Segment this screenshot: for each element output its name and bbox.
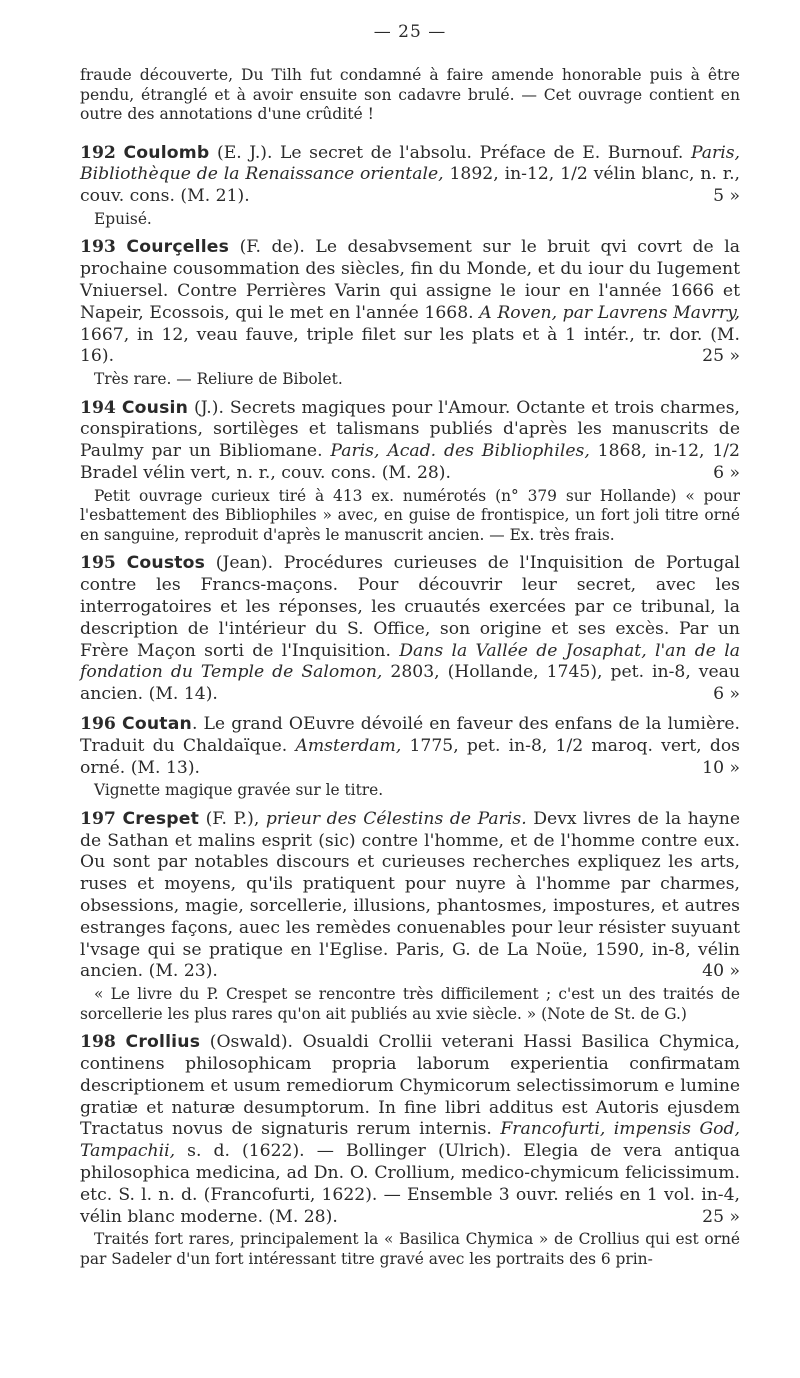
catalogue-entry <box>80 809 740 1024</box>
entry-price: 25 » <box>702 1206 740 1227</box>
entry-number: 195 <box>80 553 116 574</box>
entry-price: 6 » <box>713 684 740 705</box>
entry-text <box>80 398 740 485</box>
entry-number: 193 <box>80 237 116 258</box>
entry-number: 197 <box>80 808 116 829</box>
entry-description: (F. de). Le desabvsement sur le bruit qvi covrt de la prochaine cousommation des siècles, fin du Monde, et du iour du Iugement Vniuersel. Contre Perrières Varin qui assigne le iour en l'année 1666 et Napeir, Ecossois, qui le met en l'année 1668. <box>80 237 740 323</box>
entry-note: Petit ouvrage curieux tiré à 413 ex. numérotés (n° 379 sur Hollande) « pour l'esbattement des Bibliophiles » avec, en guise de frontispice, un fort joli titre orné en sanguine, reproduit d'après le manuscrit ancien. — Ex. très frais. <box>80 486 740 544</box>
entry-details: s. d. (1622). — Bollinger (Ulrich). Elegia de vera antiqua philosophica medicina, ad Dn. O. Crollium, medico-chymicum felicissimum. etc. S. l. n. d. (Francofurti, 1622). — Ensemble 3 ouvr. reliés en 1 vol. in-4, vélin blanc moderne. (M. 28). <box>80 1141 740 1227</box>
catalogue-entry <box>80 237 740 389</box>
entry-description: (J.). Secrets magiques pour l'Amour. Octante et trois charmes, conspirations, sortilèges et talismans publiés d'après les manuscrits de Paulmy par un Bibliomane. <box>80 397 740 462</box>
entry-author: Coustos <box>126 553 206 574</box>
entry-text <box>80 714 740 779</box>
entry-text <box>80 1032 740 1228</box>
entry-imprint: Paris, Acad. des Bibliophiles, <box>330 441 590 462</box>
entry-description: (F. P.), <box>199 808 266 829</box>
catalogue-entry <box>80 143 740 230</box>
entry-author: Courçelles <box>126 237 230 258</box>
entry-text <box>80 143 740 208</box>
entry-price: 25 » <box>702 346 740 367</box>
entry-price: 5 » <box>713 186 740 207</box>
catalogue-entry <box>80 398 740 546</box>
entry-text <box>80 809 740 983</box>
catalogue-entry <box>80 1032 740 1269</box>
entry-price: 10 » <box>702 757 740 778</box>
entry-imprint: Paris, Bibliothèque de la Renaissance orientale, <box>80 142 740 185</box>
intro-paragraph: fraude découverte, Du Tilh fut condamné à faire amende honorable puis à être pendu, étranglé et à avoir ensuite son cadavre brulé. — Cet ouvrage contient en outre des annotations d'une crûdité ! <box>80 66 740 123</box>
entry-details: 1892, in-12, 1/2 vélin blanc, n. r., couv. cons. (M. 21). <box>80 164 740 207</box>
entry-imprint: Dans la Vallée de Josaphat, l'an de la fondation du Temple de Salomon, <box>80 640 741 683</box>
entry-author: Crespet <box>122 808 200 829</box>
entry-details: Devx livres de la hayne de Sathan et malins esprit (sic) contre l'homme, et de l'homme contre eux. Ou sont par notables discours et curieuses recherches expliquez les arts, ruses et moyens, qu'ils pratiquent pour nuyre à l'homme par charmes, obsessions, magie, sorcellerie, illusions, phantosmes, impostures, et autres estranges façons, auec les remèdes conuenables pour leur résister suyuant l'vsage qui se pratique en l'Eglise. Paris, G. de La Noüe, 1590, in-8, vélin ancien. (M. 23). <box>80 808 740 982</box>
entry-description: (Jean). Procédures curieuses de l'Inquisition de Portugal contre les Francs-maçons. Pour découvrir leur secret, avec les interrogatoires et les réponses, les cruautés exercées par ce tribunal, la description de l'intérieur du S. Office, son origine et ses excès. Par un Frère Maçon sorti de l'Inquisition. <box>80 553 740 661</box>
entry-note: Traités fort rares, principalement la « Basilica Chymica » de Crollius qui est orné par Sadeler d'un fort intéressant titre gravé avec les portraits des 6 prin- <box>80 1230 740 1268</box>
entry-description: (Oswald). Osualdi Crollii veterani Hassi Basilica Chymica, continens philosophicam propria laborum experientia confirmatam descriptionem et usum remediorum Chymicorum selectissimorum e lumine gratiæ et naturæ desumptorum. In fine libri additus est Autoris ejusdem Tractatus novus de signaturis rerum internis. <box>80 1032 740 1140</box>
entry-imprint: prieur des Célestins de Paris. <box>265 808 527 829</box>
entry-price: 40 » <box>702 961 740 982</box>
entry-note: Epuisé. <box>94 209 152 228</box>
entry-price: 6 » <box>713 463 740 484</box>
entry-text <box>80 553 740 706</box>
catalogue-entry <box>80 714 740 801</box>
entry-details: 1868, in-12, 1/2 Bradel vélin vert, n. r., couv. cons. (M. 28). <box>80 441 740 484</box>
entry-number: 192 <box>80 142 116 163</box>
entry-list <box>80 143 740 1270</box>
entry-author: Cousin <box>121 397 189 418</box>
entry-details: 1775, pet. in-8, 1/2 maroq. vert, dos orné. (M. 13). <box>80 735 740 778</box>
entry-note: « Le livre du P. Crespet se rencontre très difficilement ; c'est un des traités de sorcellerie les plus rares qu'on ait publiés au xvie siècle. » (Note de St. de G.) <box>80 985 740 1023</box>
entry-description: (E. J.). Le secret de l'absolu. Préface de E. Burnouf. <box>209 142 691 163</box>
entry-number: 196 <box>80 713 116 734</box>
entry-author: Crollius <box>125 1032 201 1053</box>
entry-text <box>80 237 740 368</box>
entry-number: 194 <box>80 397 116 418</box>
entry-number: 198 <box>80 1032 116 1053</box>
entry-author: Coutan <box>122 713 192 734</box>
entry-details: 2803, (Hollande, 1745), pet. in-8, veau ancien. (M. 14). <box>80 662 741 705</box>
entry-note: Très rare. — Reliure de Bibolet. <box>94 370 343 389</box>
entry-author: Coulomb <box>123 142 210 163</box>
entry-imprint: Francofurti, impensis God, Tampachii, <box>80 1119 740 1162</box>
entry-note: Vignette magique gravée sur le titre. <box>94 781 384 800</box>
page-number: — 25 — <box>373 22 447 42</box>
entry-details: 1667, in 12, veau fauve, triple filet sur les plats et à 1 intér., tr. dor. (M. 16). <box>80 324 740 367</box>
entry-imprint: Amsterdam, <box>295 735 402 756</box>
entry-description: . Le grand OEuvre dévoilé en faveur des enfans de la lumière. Traduit du Chaldaïque. <box>80 713 741 756</box>
catalogue-entry <box>80 553 740 706</box>
entry-imprint: A Roven, par Lavrens Mavrry, <box>479 302 740 323</box>
